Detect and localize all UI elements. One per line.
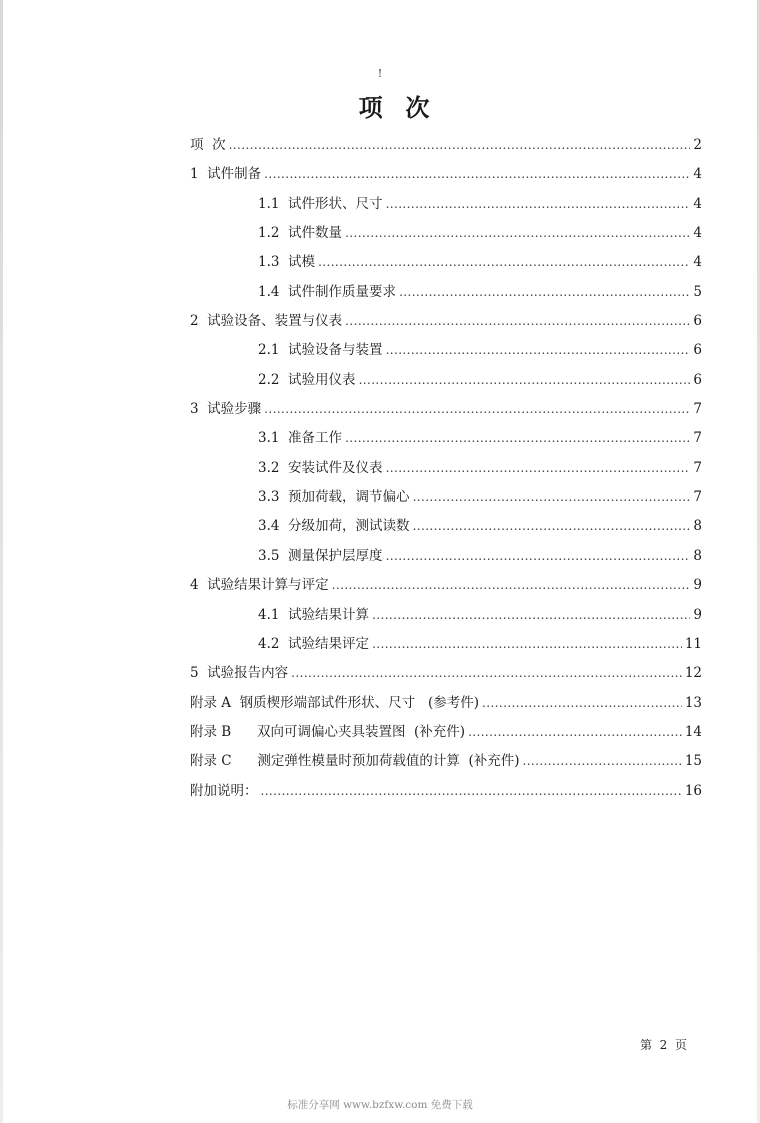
toc-entry-page: 4: [693, 166, 702, 183]
toc-entry-label: 1.4 试件制作质量要求: [258, 283, 397, 300]
toc-leader-dots: [372, 601, 690, 630]
toc-entry-label: 4 试验结果计算与评定: [190, 577, 329, 594]
toc-leader-dots: [399, 278, 690, 307]
toc-entry[interactable]: [190, 630, 702, 659]
page-title: 项 次: [358, 94, 432, 122]
toc-entry-label: 2.1 试验设备与装置: [258, 342, 383, 359]
toc-entry-page: 7: [693, 459, 702, 476]
toc-leader-dots: [386, 454, 691, 483]
toc-leader-dots: [345, 307, 690, 336]
toc-entry-label: 3.1 准备工作: [258, 430, 343, 447]
toc-entry-page: 6: [693, 371, 702, 388]
toc-entry[interactable]: [190, 395, 702, 424]
toc-leader-dots: [386, 190, 691, 219]
toc-entry-label: 3.2 安装试件及仪表: [258, 459, 383, 476]
toc-leader-dots: [332, 571, 691, 600]
toc-entry[interactable]: [190, 483, 702, 512]
toc-entry-label: 5 试验报告内容: [190, 665, 289, 682]
toc-entry[interactable]: [190, 248, 702, 277]
toc-entry-page: 4: [693, 195, 702, 212]
toc-entry[interactable]: [190, 777, 702, 806]
toc-entry-page: 6: [693, 313, 702, 330]
toc-entry-page: 5: [693, 283, 702, 300]
header-mark: !: [377, 67, 383, 80]
table-of-contents: [190, 131, 702, 806]
toc-leader-dots: [291, 659, 682, 688]
toc-leader-dots: [413, 483, 691, 512]
toc-entry-page: 7: [693, 430, 702, 447]
toc-entry-label: 3.4 分级加荷，测试读数: [258, 518, 410, 535]
toc-entry-page: 8: [693, 518, 702, 535]
toc-leader-dots: [386, 336, 691, 365]
toc-leader-dots: [264, 395, 690, 424]
toc-entry-label: 附录 A 钢质楔形端部试件形状、尺寸 (参考件): [190, 694, 480, 711]
toc-entry-page: 7: [693, 489, 702, 506]
toc-entry[interactable]: [190, 131, 702, 160]
toc-entry[interactable]: [190, 307, 702, 336]
toc-leader-dots: [372, 630, 682, 659]
toc-entry-page: 2: [693, 137, 702, 153]
toc-entry-page: 11: [684, 635, 702, 652]
toc-leader-dots: [318, 248, 690, 277]
toc-entry-page: 12: [684, 665, 702, 682]
toc-entry[interactable]: [190, 336, 702, 365]
toc-entry[interactable]: [190, 219, 702, 248]
toc-entry-page: 6: [693, 342, 702, 359]
toc-entry-label: 2 试验设备、装置与仪表: [190, 313, 343, 330]
toc-entry[interactable]: [190, 454, 702, 483]
toc-entry-label: 3.5 测量保护层厚度: [258, 547, 383, 564]
toc-entry-page: 15: [684, 753, 702, 770]
toc-entry-page: 9: [693, 606, 702, 623]
toc-leader-dots: [359, 366, 691, 395]
toc-entry-page: 7: [693, 401, 702, 418]
toc-entry-page: 14: [684, 723, 702, 740]
toc-entry[interactable]: [190, 542, 702, 571]
toc-entry-label: 项 次: [190, 137, 226, 153]
toc-leader-dots: [261, 777, 682, 806]
toc-leader-dots: [482, 689, 682, 718]
toc-entry-page: 4: [693, 225, 702, 242]
toc-entry[interactable]: [190, 571, 702, 600]
toc-entry[interactable]: [190, 601, 702, 630]
toc-entry-page: 9: [693, 577, 702, 594]
toc-entry[interactable]: [190, 424, 702, 453]
toc-entry-label: 4.2 试验结果评定: [258, 635, 370, 652]
toc-entry[interactable]: [190, 718, 702, 747]
toc-leader-dots: [345, 424, 690, 453]
toc-entry-label: 3 试验步骤: [190, 401, 262, 418]
toc-entry[interactable]: [190, 689, 702, 718]
toc-entry-label: 附录 C 测定弹性模量时预加荷载值的计算 (补充件): [190, 753, 520, 770]
toc-leader-dots: [386, 542, 691, 571]
toc-entry[interactable]: [190, 659, 702, 688]
toc-entry-label: 1.1 试件形状、尺寸: [258, 195, 383, 212]
toc-entry-page: 4: [693, 254, 702, 271]
toc-entry-label: 附加说明：: [190, 782, 258, 799]
page-number: 第 2 页: [640, 1038, 687, 1052]
toc-entry-page: 16: [684, 782, 702, 799]
toc-entry[interactable]: [190, 366, 702, 395]
toc-leader-dots: [264, 160, 690, 189]
toc-leader-dots: [413, 512, 691, 541]
toc-entry-label: 2.2 试验用仪表: [258, 371, 356, 388]
toc-entry[interactable]: [190, 747, 702, 776]
toc-entry-label: 4.1 试验结果计算: [258, 606, 370, 623]
toc-entry[interactable]: [190, 160, 702, 189]
toc-entry[interactable]: [190, 512, 702, 541]
toc-entry-label: 1.3 试模: [258, 254, 316, 271]
toc-entry-label: 1 试件制备: [190, 166, 262, 183]
footer-watermark: 标准分享网 www.bzfxw.com 免费下载: [287, 1099, 473, 1111]
toc-entry[interactable]: [190, 190, 702, 219]
toc-leader-dots: [522, 747, 681, 776]
toc-leader-dots: [468, 718, 682, 747]
toc-leader-dots: [229, 131, 691, 160]
toc-entry-page: 8: [693, 547, 702, 564]
toc-entry[interactable]: [190, 278, 702, 307]
toc-entry-label: 3.3 预加荷载，调节偏心: [258, 489, 410, 506]
toc-entry-label: 附录 B 双向可调偏心夹具装置图 (补充件): [190, 723, 466, 740]
toc-entry-page: 13: [684, 694, 702, 711]
toc-entry-label: 1.2 试件数量: [258, 225, 343, 242]
toc-leader-dots: [345, 219, 690, 248]
